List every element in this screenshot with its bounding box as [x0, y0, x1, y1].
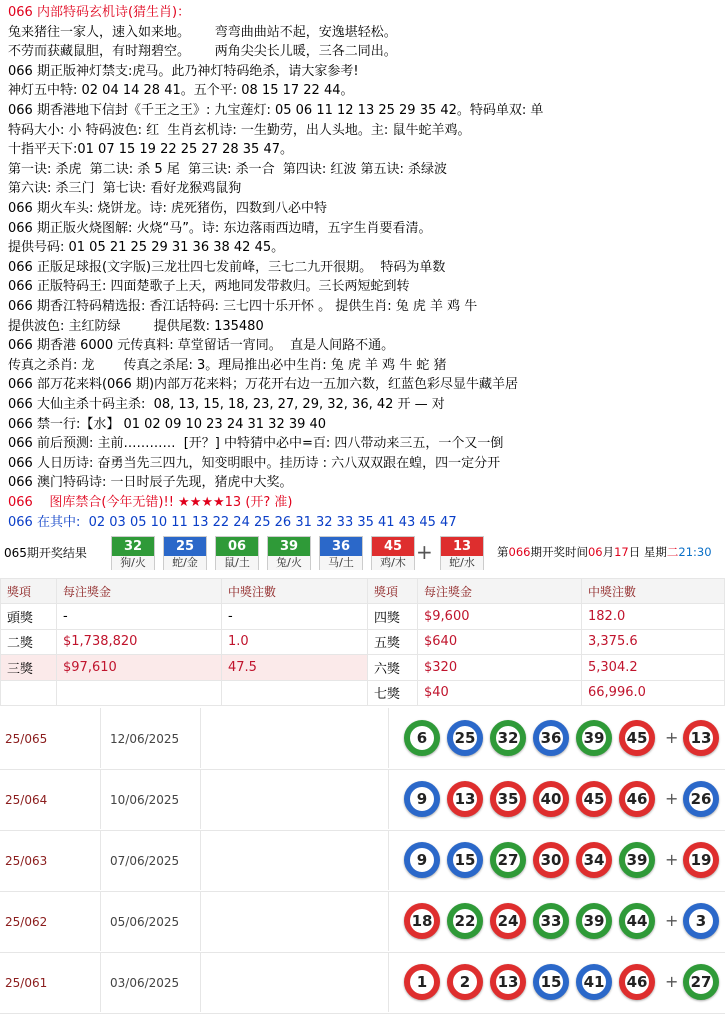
- text-line: 066 期香港 6000 元传真料: 草堂留话一宵同。 直是人间路不通。: [8, 338, 395, 354]
- text-line: 066 前后预测: 主前………… [开？] 中特猜中必中=百: 四八带动来三五，一个又一倒: [8, 436, 504, 452]
- text-line: 兔来猪往一家人，速入如来地。 弯弯曲曲站不起，安逸堪轻松。: [8, 24, 397, 40]
- draw-ball-number: 13: [441, 537, 483, 556]
- prize-name: 三獎: [1, 655, 57, 680]
- divider: [100, 891, 101, 951]
- history-issue: 25/063: [5, 854, 48, 868]
- draw-ball: [111, 536, 155, 570]
- prize-row: [1, 629, 725, 654]
- draw-ball: [371, 536, 415, 570]
- text-line: 第一诀: 杀虎 第二诀: 杀 5 尾 第三诀: 杀一合 第四诀: 红波 第五诀: 杀绿波: [8, 161, 448, 177]
- history-date: 05/06/2025: [110, 915, 180, 929]
- history-plus: +: [665, 850, 679, 869]
- history-ball: 36: [533, 720, 569, 756]
- text-line: 066 期正版火烧图解: 火烧“马”。诗: 东边落雨西边晴，五字生肖要看清。: [8, 220, 432, 236]
- history-ball: 1: [404, 964, 440, 1000]
- prize-winners: 66,996.0: [582, 680, 725, 705]
- next-draw-time: 第066期开奖时间06月17日 星期二21:30: [497, 545, 712, 559]
- divider: [388, 830, 389, 890]
- history-row: [0, 708, 725, 770]
- history-ball: 35: [490, 781, 526, 817]
- draw-ball-number: 36: [320, 537, 362, 556]
- draw-ball-number: 39: [268, 537, 310, 556]
- text-line: 066 图库禁合(今年无错)!! ★★★★13 (开? 准): [8, 495, 293, 510]
- history-issue: 25/061: [5, 976, 48, 990]
- draw-ball-zodiac: 蛇/金: [164, 556, 206, 570]
- draw-ball-number: 25: [164, 537, 206, 556]
- prize-amount: $40: [418, 680, 582, 705]
- history-special-ball: 26: [683, 781, 719, 817]
- history-ball: 25: [447, 720, 483, 756]
- history-special-ball: 3: [683, 903, 719, 939]
- history-ball: 15: [533, 964, 569, 1000]
- history-ball: 27: [490, 842, 526, 878]
- history-special-ball: 13: [683, 720, 719, 756]
- draw-ball-number: 06: [216, 537, 258, 556]
- history-ball: 46: [619, 781, 655, 817]
- history-date: 03/06/2025: [110, 976, 180, 990]
- history-row: [0, 830, 725, 892]
- history-row: [0, 891, 725, 953]
- history-issue: 25/062: [5, 915, 48, 929]
- history-ball: 9: [404, 842, 440, 878]
- history-row: [0, 769, 725, 831]
- history-issue: 25/065: [5, 732, 48, 746]
- prize-name: 四獎: [368, 604, 418, 629]
- history-ball: 32: [490, 720, 526, 756]
- draw-plus: +: [416, 540, 433, 564]
- divider: [100, 708, 101, 768]
- header-cell: 每注獎金: [418, 579, 582, 604]
- prize-name: [1, 680, 57, 705]
- text-line: 提供波色: 主红防绿 提供尾数: 135480: [8, 318, 264, 334]
- divider: [100, 769, 101, 829]
- history-row: [0, 952, 725, 1014]
- history-ball: 22: [447, 903, 483, 939]
- draw-ball-zodiac: 狗/火: [112, 556, 154, 570]
- divider: [200, 891, 201, 951]
- text-line: 066 大仙主杀十码主杀: 08, 13, 15, 18, 23, 27, 29, 32, 36, 42 开 — 对: [8, 397, 445, 412]
- history-plus: +: [665, 972, 679, 991]
- prize-winners: 47.5: [222, 655, 368, 680]
- draw-ball: [163, 536, 207, 570]
- history-ball: 45: [576, 781, 612, 817]
- draw-ball: [267, 536, 311, 570]
- history-ball: 30: [533, 842, 569, 878]
- prize-amount: $97,610: [57, 655, 222, 680]
- divider: [200, 830, 201, 890]
- prize-amount: $1,738,820: [57, 629, 222, 654]
- prize-amount: -: [57, 604, 222, 629]
- text-line: 066 人日历诗: 奋勇当先三四九，知变明眼中。挂历诗 : 六八双双跟在蝗，四一定分开: [8, 455, 501, 471]
- history-plus: +: [665, 728, 679, 747]
- draw-ball-number: 32: [112, 537, 154, 556]
- draw-label: 065期开奖结果: [4, 546, 87, 560]
- text-line: 066 期火车头: 烧饼龙。诗: 虎死猪伤，四数到八必中特: [8, 201, 327, 216]
- draw-ball: [215, 536, 259, 570]
- history-plus: +: [665, 911, 679, 930]
- prize-table: [0, 578, 725, 706]
- history-ball: 15: [447, 842, 483, 878]
- prize-row: [1, 680, 725, 705]
- history-ball: 24: [490, 903, 526, 939]
- prize-name: 二獎: [1, 629, 57, 654]
- header-cell: 獎項: [368, 579, 418, 604]
- history-ball: 39: [576, 903, 612, 939]
- prize-winners: 3,375.6: [582, 629, 725, 654]
- history-ball: 44: [619, 903, 655, 939]
- divider: [100, 952, 101, 1012]
- draw-ball-zodiac: 马/土: [320, 556, 362, 570]
- text-line: 066 部万花来料(066 期)内部万花来料；万花开右边一五加六数，红蓝色彩尽显牛藏羊居: [8, 377, 519, 393]
- history-date: 10/06/2025: [110, 793, 180, 807]
- text-line: 传真之杀肖: 龙 传真之杀尾: 3。理局推出必中生肖: 兔 虎 羊 鸡 牛 蛇 猪: [8, 357, 447, 373]
- header-cell: 獎項: [1, 579, 57, 604]
- prize-winners: 5,304.2: [582, 655, 725, 680]
- prize-name: 頭獎: [1, 604, 57, 629]
- header-cell: 中獎注數: [222, 579, 368, 604]
- draw-ball-zodiac: 兔/火: [268, 556, 310, 570]
- divider: [200, 708, 201, 768]
- divider: [100, 830, 101, 890]
- history-issue: 25/064: [5, 793, 48, 807]
- draw-ball: [319, 536, 363, 570]
- divider: [388, 891, 389, 951]
- history-ball: 13: [447, 781, 483, 817]
- history-ball: 46: [619, 964, 655, 1000]
- prize-winners: -: [222, 604, 368, 629]
- prize-row: [1, 655, 725, 680]
- header-cell: 每注獎金: [57, 579, 222, 604]
- text-line: 不劳而获藏鼠胆，有时翔碧空。 两角尖尖长儿暖，三各二同出。: [8, 44, 397, 60]
- history-date: 07/06/2025: [110, 854, 180, 868]
- text-line: 066 期香江特码精选报: 香江话特码: 三七四十乐开怀 。 提供生肖: 兔 虎 羊 鸡 牛: [8, 299, 478, 314]
- text-line: 十指平天下:01 07 15 19 22 25 27 28 35 47。: [8, 142, 293, 158]
- draw-ball-zodiac: 蛇/水: [441, 556, 483, 570]
- text-line: 066 正版特码王: 四面楚歌子上天，两地同发带救归。三长两短蛇到转: [8, 279, 410, 295]
- draw-ball-zodiac: 鼠/土: [216, 556, 258, 570]
- text-line: 特码大小: 小 特码波色: 红 生肖玄机诗: 一生勤劳，出人头地。主: 鼠牛蛇羊鸡。: [8, 122, 471, 138]
- prize-table-header: [1, 579, 725, 604]
- history-ball: 6: [404, 720, 440, 756]
- text-line: 066 澳门特码诗: 一日时辰子先现，猪虎中大奖。: [8, 475, 293, 491]
- history-ball: 13: [490, 964, 526, 1000]
- text-line: 神灯五中特: 02 04 14 28 41。五个平: 08 15 17 22 44。: [8, 83, 354, 99]
- header-cell: 中獎注數: [582, 579, 725, 604]
- history-ball: 2: [447, 964, 483, 1000]
- text-line: 066 期香港地下信封《千王之王》: 九宝莲灯: 05 06 11 12 13 25 29 35 42。特码单双: 单: [8, 103, 544, 118]
- history-ball: 45: [619, 720, 655, 756]
- prize-amount: [57, 680, 222, 705]
- history-ball: 41: [576, 964, 612, 1000]
- text-line: 提供号码: 01 05 21 25 29 31 36 38 42 45。: [8, 240, 285, 256]
- draw-ball-zodiac: 鸡/木: [372, 556, 414, 570]
- prize-name: 六獎: [368, 655, 418, 680]
- prize-winners: 1.0: [222, 629, 368, 654]
- divider: [388, 708, 389, 768]
- history-ball: 18: [404, 903, 440, 939]
- history-ball: 34: [576, 842, 612, 878]
- history-ball: 39: [576, 720, 612, 756]
- divider: [388, 952, 389, 1012]
- history-special-ball: 27: [683, 964, 719, 1000]
- prize-amount: $640: [418, 629, 582, 654]
- draw-ball: [440, 536, 484, 570]
- prize-winners: 182.0: [582, 604, 725, 629]
- latest-draw-strip: [0, 536, 725, 572]
- text-line: 066 正版足球报(文字版)三龙壮四七发前峰，三七二九开很期。 特码为单数: [8, 259, 446, 275]
- prize-winners: [222, 680, 368, 705]
- text-line: 066 期正版神灯禁支:虎马。此乃神灯特码绝杀，请大家参考!: [8, 63, 359, 79]
- text-line: 066 在其中: 02 03 05 10 11 13 22 24 25 26 31 32 33 35 41 43 45 47: [8, 514, 457, 530]
- prize-name: 七獎: [368, 680, 418, 705]
- history-ball: 9: [404, 781, 440, 817]
- divider: [200, 769, 201, 829]
- history-ball: 39: [619, 842, 655, 878]
- prize-amount: $9,600: [418, 604, 582, 629]
- history-ball: 33: [533, 903, 569, 939]
- divider: [388, 769, 389, 829]
- history-date: 12/06/2025: [110, 732, 180, 746]
- history-plus: +: [665, 789, 679, 808]
- history-special-ball: 19: [683, 842, 719, 878]
- prize-amount: $320: [418, 655, 582, 680]
- draw-history: [0, 708, 725, 1013]
- text-line: 第六诀: 杀三门 第七诀: 看好龙猴鸡鼠狗: [8, 181, 242, 197]
- history-ball: 40: [533, 781, 569, 817]
- divider: [200, 952, 201, 1012]
- text-line: 066 内部特码玄机诗(猜生肖)：: [8, 5, 191, 20]
- prize-row: [1, 604, 725, 629]
- draw-ball-number: 45: [372, 537, 414, 556]
- text-line: 066 禁一行:【水】 01 02 09 10 23 24 31 32 39 40: [8, 416, 327, 432]
- prize-name: 五獎: [368, 629, 418, 654]
